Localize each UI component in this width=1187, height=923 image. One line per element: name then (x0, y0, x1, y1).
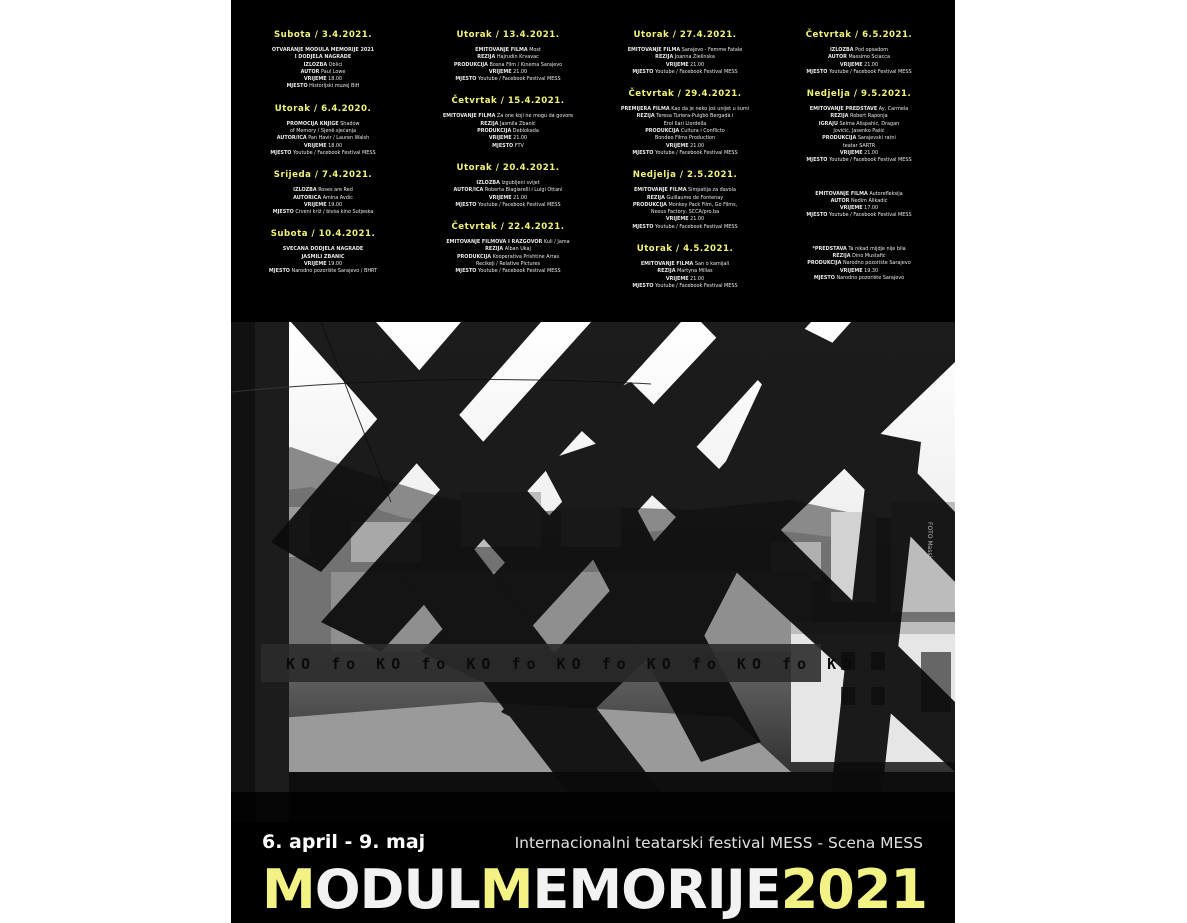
event-detail (599, 54, 771, 61)
event-field-value: 21.00 (513, 135, 528, 142)
event-field-label: MJESTO (286, 83, 308, 90)
event-field-value: 21.00 (690, 61, 705, 68)
event-field-value: Youtube / Facebook Festival MESS (655, 68, 738, 75)
event-field-label: VRIJEME (839, 205, 863, 212)
event-detail (237, 62, 409, 69)
event-field-value: Ay, Carmela (878, 106, 909, 113)
event-detail (237, 187, 409, 194)
schedule-event (422, 30, 594, 83)
event-field-value: 21.00 (864, 61, 879, 68)
event-detail (599, 47, 771, 54)
title-year: 2021 (780, 858, 927, 921)
event-field-label: VRIJEME (839, 61, 863, 68)
event-field-label: VRIJEME (665, 61, 689, 68)
event-field-value: Martyna Millas (677, 268, 713, 275)
event-field-label: VRIJEME (839, 267, 863, 274)
event-field-value: Ta nikad mijdje nije bila (848, 245, 906, 252)
event-field-value: Youtube / Facebook Festival MESS (655, 149, 738, 156)
event-field-label: EMITOVANJE FILMA (442, 113, 496, 120)
event-field-value: Teresa Turiera-Puigbò Bergadà i (656, 113, 734, 120)
schedule-event (422, 222, 594, 275)
event-heading: OTVARANJE MODULA MEMORIJE 2021 (271, 47, 375, 53)
event-field-value: Roberta Biagiarelli i Luigi Ottani (484, 187, 563, 194)
event-field-value: Monkey Pack Film, Go Films, (668, 201, 738, 208)
event-field-value: Guillaume de Fontenay (666, 194, 724, 201)
event-detail (422, 246, 594, 253)
event-field-value: Narodno pozorište Sarajevo / BHRT (291, 268, 378, 275)
event-field-label: MJESTO (268, 268, 290, 275)
event-detail (599, 62, 771, 69)
event-detail (773, 198, 945, 205)
schedule-event (237, 30, 409, 91)
event-field-label: REŽIJA (636, 113, 655, 120)
schedule-event (599, 244, 771, 290)
event-detail (773, 260, 945, 267)
event-field-value: 21.00 (513, 68, 528, 75)
event-field-value: 18.00 (328, 142, 343, 149)
event-field-value: 19.00 (328, 201, 343, 208)
event-field-value: 17.00 (864, 205, 879, 212)
event-field-label: PRODUKCIJA (645, 128, 680, 135)
event-detail (599, 69, 771, 76)
event-date: Nedjelja / 2.5.2021. (632, 170, 738, 181)
event-field-value: Youtube / Facebook Festival MESS (829, 157, 912, 164)
event-field-label: REŽIJA (832, 253, 851, 260)
event-field-label: VRIJEME (839, 149, 863, 156)
festival-dates: 6. april - 9. maj (262, 831, 426, 853)
event-field-value: Sarajevo - Femme Fatale (681, 47, 743, 53)
event-heading: I DODJELA NAGRADE (294, 54, 352, 61)
event-date: Nedjelja / 9.5.2021. (806, 89, 912, 100)
event-detail (422, 239, 594, 246)
schedule-event (237, 170, 409, 216)
schedule-event (237, 104, 409, 157)
event-detail (599, 128, 771, 135)
event-detail (422, 202, 594, 209)
event-detail (599, 283, 771, 290)
event-date: Utorak / 4.5.2021. (636, 244, 734, 255)
event-field-value: 19.00 (328, 261, 343, 268)
event-field-label: REŽIJA (485, 246, 504, 253)
event-detail (237, 69, 409, 76)
title-emorije: EMORIJE (532, 858, 781, 921)
event-field-label: VRIJEME (488, 194, 512, 201)
event-field-value: Hajrudin Krvavac (496, 54, 539, 61)
event-field-label: MJESTO (455, 201, 477, 208)
event-field-value: FTV (514, 142, 524, 149)
event-field-label: VRIJEME (488, 68, 512, 75)
event-detail (237, 209, 409, 216)
event-detail (422, 47, 594, 54)
event-detail (237, 143, 409, 150)
event-field-label: REŽIJA (477, 54, 496, 61)
event-detail (599, 143, 771, 150)
event-detail (422, 128, 594, 135)
event-field-label: EMITOVANJE PREDSTAVE (809, 106, 878, 113)
event-field-value: Dino Mustafić (852, 253, 886, 260)
event-detail (773, 150, 945, 157)
event-field-value: Selma Alispahić, Dragan (839, 120, 900, 127)
event-detail (773, 275, 945, 282)
event-detail (422, 268, 594, 275)
event-field-label: EMITOVANJE FILMA (633, 187, 687, 194)
event-field-value: Simpatija za đavola (688, 187, 737, 194)
event-detail (422, 113, 594, 120)
event-detail (773, 47, 945, 54)
event-detail (599, 209, 771, 216)
event-field-label: MJESTO (806, 212, 828, 219)
event-field-label: EMITOVANJE FILMA (815, 190, 868, 197)
event-detail (237, 195, 409, 202)
event-field-label: PRODUKCIJA (456, 253, 492, 260)
event-field-label: PRODUKCIJA (822, 135, 857, 142)
event-date: Utorak / 13.4.2021. (456, 30, 560, 40)
event-field-label: AUTOR (300, 68, 320, 75)
event-detail (237, 83, 409, 90)
event-detail (422, 195, 594, 202)
event-date: Srijeda / 7.4.2021. (273, 170, 373, 181)
event-field-value: 18.00 (328, 76, 343, 83)
event-field-label: VRIJEME (303, 76, 327, 83)
event-detail (422, 135, 594, 142)
event-field-label: VRIJEME (303, 261, 327, 268)
event-field-label: VRIJEME (303, 142, 327, 149)
event-date (773, 178, 945, 184)
event-schedule (231, 0, 955, 322)
event-field-label: PRODUKCIJA (477, 128, 512, 135)
title-m1: M (262, 858, 315, 921)
event-field-label: REŽIJA (646, 194, 665, 201)
festival-name: Internacionalni teatarski festival MESS - Scena MESS (514, 834, 923, 852)
event-field-label: MJESTO (492, 142, 514, 149)
event-field-value: Massimo Sciacca (848, 54, 890, 61)
event-date: Četvrtak / 6.5.2021. (805, 30, 913, 40)
event-date: Utorak / 27.4.2021. (633, 30, 737, 40)
event-field-label: IZLOŽBA (829, 47, 854, 53)
event-detail (773, 113, 945, 120)
schedule-event (773, 233, 945, 282)
event-detail (422, 180, 594, 187)
event-field-label: VRIJEME (665, 275, 689, 282)
event-detail (599, 113, 771, 120)
event-field-value: Youtube / Facebook Festival MESS (478, 76, 561, 83)
schedule-event (599, 30, 771, 76)
event-field-value: Robert Raponja (850, 113, 888, 120)
event-field-label: MJESTO (632, 282, 654, 289)
title-m2: M (479, 858, 533, 921)
event-date: Četvrtak / 15.4.2021. (451, 96, 565, 107)
event-detail (237, 150, 409, 157)
event-field-value: Oblici (328, 61, 343, 68)
event-detail (773, 212, 945, 219)
schedule-event (599, 89, 771, 157)
svg-text:KO fo KO fo KO fo KO fo KO fo: KO fo KO fo KO fo KO fo KO fo KO fo KO (286, 655, 858, 673)
event-field-value: Izgubljeni svijet (501, 179, 540, 186)
event-field-value: Youtube / Facebook Festival MESS (293, 149, 376, 156)
event-field-value: teatar SARTR (842, 142, 876, 149)
event-detail (599, 202, 771, 209)
schedule-event (599, 170, 771, 231)
event-detail (422, 69, 594, 76)
event-field-label: REŽIJA (657, 268, 676, 275)
event-detail (599, 121, 771, 128)
event-detail (599, 195, 771, 202)
event-field-label: AUTOR (830, 197, 850, 204)
event-field-value: Nedim Alikadić (851, 197, 888, 204)
event-detail (599, 268, 771, 275)
event-detail (773, 253, 945, 260)
event-field-label: EMITOVANJE FILMA (640, 261, 694, 268)
event-date: Subota / 10.4.2021. (270, 229, 376, 240)
event-field-label: MJESTO (270, 149, 292, 156)
event-field-label: EMITOVANJE FILMA (627, 47, 681, 53)
event-field-value: Jasmila Žbanić (500, 120, 536, 127)
event-field-value: Za one koji ne mogu da govore (496, 113, 574, 120)
event-field-value: Nexus Factory, SCCA/pro.ba (650, 209, 720, 216)
event-field-value: Youtube / Facebook Festival MESS (478, 268, 561, 275)
event-field-value: 21.00 (690, 275, 705, 282)
event-heading: SVEČANA DODJELA NAGRADE (282, 246, 364, 253)
event-field-label: MJESTO (813, 274, 835, 281)
event-detail (599, 276, 771, 283)
schedule-event (237, 229, 409, 275)
event-field-label: PREMIJERA FILMA (620, 106, 670, 113)
event-field-label: MJESTO (632, 223, 654, 230)
event-field-value: Narodno pozorište Sarajevo (836, 274, 905, 281)
event-field-label: MJESTO (455, 76, 477, 83)
event-detail (237, 128, 409, 135)
event-field-label: VRIJEME (665, 216, 689, 223)
event-date: Četvrtak / 22.4.2021. (451, 222, 565, 233)
event-detail (237, 202, 409, 209)
event-field-value: Deblokada (512, 128, 539, 135)
event-date (773, 233, 945, 239)
event-detail (422, 76, 594, 83)
schedule-event (773, 30, 945, 76)
event-field-value: Youtube / Facebook Festival MESS (655, 223, 738, 230)
event-field-value: Jovičić, Jasenko Pašić (833, 128, 885, 135)
event-date: Subota / 3.4.2021. (273, 30, 373, 40)
event-detail (422, 121, 594, 128)
event-detail (599, 224, 771, 231)
poster (231, 0, 955, 923)
event-date: Četvrtak / 29.4.2021. (628, 89, 742, 100)
event-field-label: EMITOVANJE FILMA (475, 47, 528, 53)
event-field-label: REŽIJA (655, 54, 674, 61)
event-detail (422, 54, 594, 61)
event-field-value: Amina Avdic (322, 194, 353, 201)
event-date: Utorak / 6.4.2020. (274, 103, 372, 114)
event-field-label: IZLOŽBA (476, 179, 500, 186)
event-detail (237, 121, 409, 128)
event-field-label: MJESTO (272, 209, 294, 216)
event-field-value: Joanna Zielinska (674, 54, 715, 61)
event-detail (773, 62, 945, 69)
event-field-value: Erol Ilari Llordella (663, 120, 707, 127)
event-detail (237, 76, 409, 83)
event-field-label: IZLOŽBA (303, 61, 328, 68)
event-field-label: IGRAJU (818, 120, 838, 127)
event-field-value: Recikeji / Relative Pictures (475, 261, 541, 268)
event-field-label: AUTOR/ICA (453, 187, 484, 194)
event-detail (773, 54, 945, 61)
event-detail (773, 246, 945, 253)
event-field-label: MJESTO (806, 68, 828, 75)
event-field-value: of Memory / Sjenë sjećanja (289, 128, 357, 135)
event-field-value: Most (529, 47, 541, 53)
event-detail (422, 143, 594, 150)
schedule-column-1 (237, 30, 409, 289)
schedule-event (422, 163, 594, 209)
event-field-label: EMITOVANJE FILMOVA I RAZGOVOR (446, 239, 543, 246)
event-field-value: Roses are Red (318, 187, 353, 194)
event-field-value: Youtube / Facebook Festival MESS (829, 212, 912, 219)
event-field-label: VRIJEME (665, 142, 689, 149)
poster-title (262, 860, 927, 920)
event-detail (773, 143, 945, 150)
event-field-value: 19.30 (864, 267, 879, 274)
event-field-label: REŽIJA (480, 120, 499, 127)
event-detail (237, 261, 409, 268)
event-field-value: 21.00 (690, 142, 705, 149)
schedule-column-3 (599, 30, 771, 303)
event-field-value: Youtube / Facebook Festival MESS (655, 282, 738, 289)
event-field-value: Shadow (340, 120, 360, 127)
event-field-value: San o kamijali (694, 261, 730, 268)
event-field-value: Kao da je neko još unijet u šumi (671, 106, 750, 113)
title-odul: ODUL (314, 858, 480, 921)
schedule-event (773, 178, 945, 220)
event-field-label: AUTOR/ICA (276, 135, 307, 142)
event-field-label: VRIJEME (303, 201, 327, 208)
event-field-value: Pod opsadom (855, 47, 889, 53)
event-detail (599, 187, 771, 194)
event-detail (237, 254, 409, 261)
event-detail (773, 135, 945, 142)
svg-text:FOTO Massimo Sciacca: FOTO Massimo Sciacca (926, 522, 933, 592)
event-heading: JASMILI ŽBANIĆ (301, 253, 345, 260)
event-detail (773, 106, 945, 113)
event-detail (599, 261, 771, 268)
event-field-label: VRIJEME (488, 135, 512, 142)
event-detail (773, 191, 945, 198)
event-field-label: PRODUKCIJA (453, 61, 488, 68)
event-detail (773, 121, 945, 128)
event-detail (422, 187, 594, 194)
event-date: Utorak / 20.4.2021. (456, 162, 560, 173)
event-field-value: Crveni križ / bivša kino Sutjeska (295, 209, 374, 216)
event-detail (773, 205, 945, 212)
event-field-value: Historijski muzej BiH (309, 83, 360, 90)
taped-window-photo (231, 322, 955, 822)
event-field-value: Kuli / Jama (543, 239, 570, 246)
event-field-value: Kooperativa Prishtine Arras (492, 253, 560, 260)
event-detail (237, 47, 409, 54)
event-detail (599, 135, 771, 142)
event-field-label: MJESTO (632, 68, 654, 75)
event-field-label: *PREDSTAVA (812, 245, 847, 252)
schedule-column-2 (422, 30, 594, 289)
event-detail (422, 62, 594, 69)
event-detail (773, 268, 945, 275)
event-detail (237, 268, 409, 275)
event-field-value: Autorefleksija (869, 190, 903, 197)
event-field-value: Narodno pozorište Sarajevo (842, 260, 911, 267)
event-field-label: PROMOCIJA KNJIGE (286, 120, 339, 127)
event-field-value: Youtube / Facebook Festival MESS (829, 68, 912, 75)
event-detail (422, 254, 594, 261)
event-field-value: Sarajevski ratni (857, 135, 896, 142)
event-field-value: 21.00 (690, 216, 705, 223)
event-detail (422, 261, 594, 268)
event-detail (599, 106, 771, 113)
event-field-label: REŽIJA (830, 113, 849, 120)
schedule-event (422, 96, 594, 149)
event-field-value: Pan Havir / Lauren Walsh (308, 135, 370, 142)
event-field-label: IZLOŽBA (293, 187, 317, 194)
schedule-column-4 (773, 30, 945, 295)
event-detail (773, 128, 945, 135)
event-field-value: Bondeo Films Production (654, 135, 716, 142)
event-detail (237, 135, 409, 142)
event-field-value: Cultura i Conflicto (680, 128, 725, 135)
event-detail (237, 54, 409, 61)
event-detail (773, 69, 945, 76)
event-field-label: AUTOR (828, 54, 847, 61)
event-detail (599, 150, 771, 157)
event-field-label: MJESTO (455, 268, 477, 275)
event-field-value: Alban Ukaj (504, 246, 531, 253)
event-field-label: PRODUKCIJA (807, 260, 842, 267)
event-detail (773, 157, 945, 164)
event-detail (599, 216, 771, 223)
event-field-value: 21.00 (864, 149, 879, 156)
event-detail (237, 246, 409, 253)
event-field-value: Youtube / Facebook Festival MESS (478, 201, 561, 208)
event-field-value: 21.00 (513, 194, 528, 201)
event-field-value: Paul Lowe (321, 68, 346, 75)
event-field-label: MJESTO (806, 157, 828, 164)
event-field-label: MJESTO (632, 149, 654, 156)
event-field-label: AUTORICA (293, 194, 322, 201)
event-field-value: Bosna Film / Kinema Sarajevo (489, 61, 563, 68)
event-field-label: PRODUKCIJA (632, 201, 667, 208)
schedule-event (773, 89, 945, 164)
